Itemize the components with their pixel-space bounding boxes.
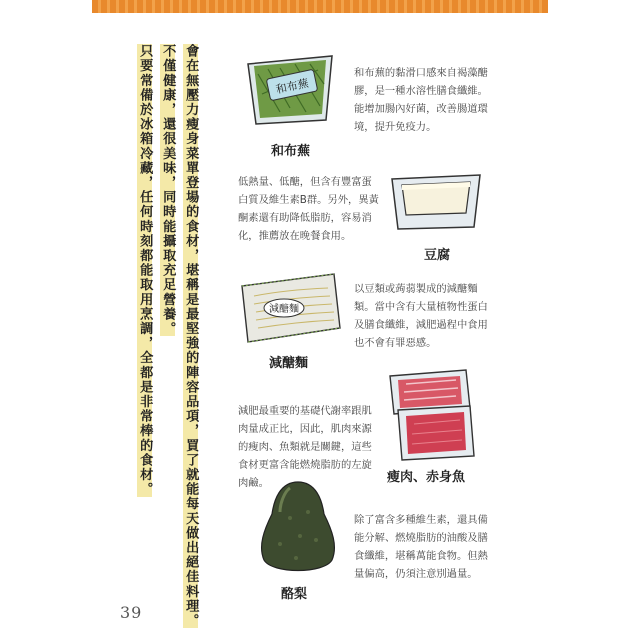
lean-meat-fish-description: 減肥最重要的基礎代謝率跟肌肉量成正比，因此，肌肉來源的瘦肉、魚類就是關鍵，這些食材更富含能燃燒脂肪的左旋肉鹼。: [238, 405, 372, 489]
lean-meat-fish-label: 瘦肉、赤身魚: [387, 470, 466, 485]
lean-meat-fish-illustration: [386, 362, 476, 462]
avocado-description: 除了富含多種維生素，還具備能分解、燃燒脂肪的油酸及膳食纖維，堪稱萬能食物。但熱量偏高，仍須注意別過量。: [354, 514, 488, 580]
low-carb-noodle-label: 減醣麵: [269, 356, 309, 371]
low-carb-noodle-illustration: [234, 268, 346, 348]
low-carb-noodle-description: 以豆類或蒟蒻製成的減醣麵類。當中含有大量植物性蛋白及膳食纖維，減肥過程中食用也不會有罪惡感。: [354, 283, 488, 349]
low-carb-noodle-package-label: 減醣麵: [269, 304, 299, 315]
tofu-label: 豆腐: [424, 248, 451, 263]
avocado-label: 酪梨: [281, 587, 308, 602]
intro-column-3: 只要常備於冰箱冷藏，任何時刻都能取用烹調，全都是非常棒的食材。: [137, 44, 153, 497]
header-band: [92, 0, 548, 13]
tofu-description: 低熱量、低醣，但含有豐富蛋白質及維生素B群。另外，異黃酮素還有助降低脂肪，容易消化，推薦放在晚餐食用。: [238, 176, 379, 242]
page-number: 39: [120, 603, 143, 622]
tofu-illustration: [386, 165, 486, 235]
mekabu-label: 和布蕪: [271, 144, 311, 159]
mekabu-description: 和布蕪的黏滑口感來自褐藻醣膠，是一種水溶性膳食纖維。能增加腸內好菌，改善腸道環境，提升免疫力。: [354, 67, 488, 133]
mekabu-package-illustration: [240, 34, 340, 129]
mekabu-package-label: 和布蕪: [274, 76, 310, 97]
avocado-illustration: [250, 478, 346, 578]
intro-column-1: 會在無壓力瘦身菜單登場的食材，堪稱是最堅強的陣容品項，買了就能每天做出絕佳料理。: [183, 44, 199, 628]
intro-column-2: 不僅健康，還很美味，同時能攝取充足營養。: [160, 44, 176, 336]
